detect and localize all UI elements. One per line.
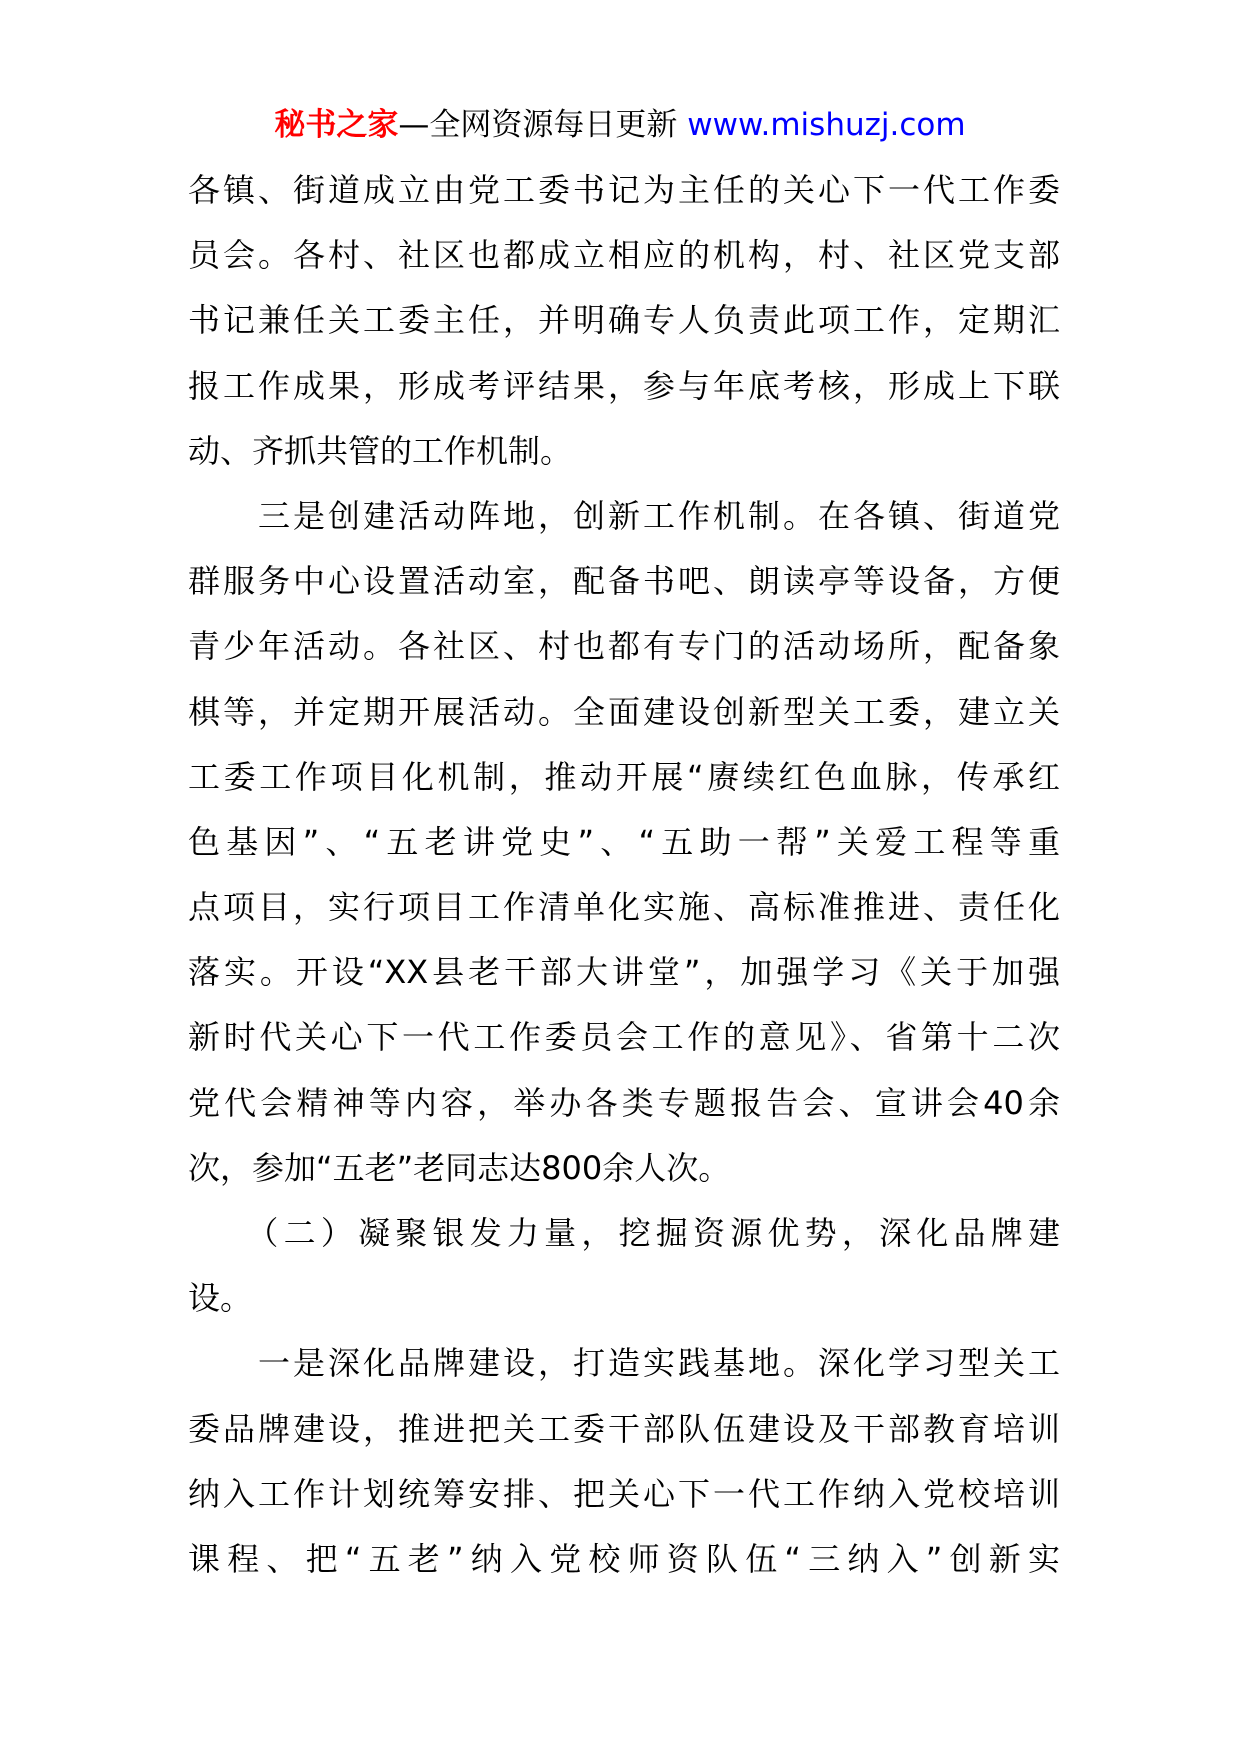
site-header: [0, 100, 1240, 150]
text-line: 党代会精神等内容，举办各类专题报告会、宣讲会40余: [188, 1083, 1060, 1122]
section-heading: 设。: [188, 1279, 253, 1318]
text-line: 青少年活动。各社区、村也都有专门的活动场所，配备象: [188, 627, 1060, 666]
text-line: 课程、把“五老”纳入党校师资队伍“三纳入”创新实: [188, 1539, 1060, 1578]
document-body: [188, 158, 1060, 1592]
text-line: 群服务中心设置活动室，配备书吧、朗读亭等设备，方便: [188, 562, 1060, 601]
text-line: 书记兼任关工委主任，并明确专人负责此项工作，定期汇: [188, 301, 1060, 340]
header-tagline: —全网资源每日更新: [398, 107, 688, 143]
text-line: 点项目，实行项目工作清单化实施、高标准推进、责任化: [188, 888, 1060, 927]
text-line: 委品牌建设，推进把关工委干部队伍建设及干部教育培训: [188, 1409, 1060, 1448]
text-line: 色基因”、“五老讲党史”、“五助一帮”关爱工程等重: [188, 822, 1060, 861]
text-line: 棋等，并定期开展活动。全面建设创新型关工委，建立关: [188, 692, 1060, 731]
text-line: 纳入工作计划统筹安排、把关心下一代工作纳入党校培训: [188, 1474, 1060, 1513]
text-line: 次，参加“五老”老同志达800余人次。: [188, 1148, 731, 1187]
site-url-link[interactable]: www.mishuzj.com: [687, 107, 966, 143]
text-line: 报工作成果，形成考评结果，参与年底考核，形成上下联: [188, 366, 1060, 405]
brand-name: 秘书之家: [274, 107, 399, 143]
text-line: 新时代关心下一代工作委员会工作的意见》、省第十二次: [188, 1018, 1060, 1057]
text-line: 落实。开设“XX县老干部大讲堂”，加强学习《关于加强: [188, 953, 1060, 992]
text-line: 工委工作项目化机制，推动开展“赓续红色血脉，传承红: [188, 757, 1060, 796]
text-line: 三是创建活动阵地，创新工作机制。在各镇、街道党: [188, 496, 1060, 535]
section-heading: （二）凝聚银发力量，挖掘资源优势，深化品牌建: [188, 1214, 1060, 1252]
text-line: 各镇、街道成立由党工委书记为主任的关心下一代工作委: [188, 171, 1060, 209]
text-line: 一是深化品牌建设，打造实践基地。深化学习型关工: [188, 1344, 1060, 1383]
text-line: 员会。各村、社区也都成立相应的机构，村、社区党支部: [188, 236, 1060, 275]
text-line: 动、齐抓共管的工作机制。: [188, 431, 573, 470]
